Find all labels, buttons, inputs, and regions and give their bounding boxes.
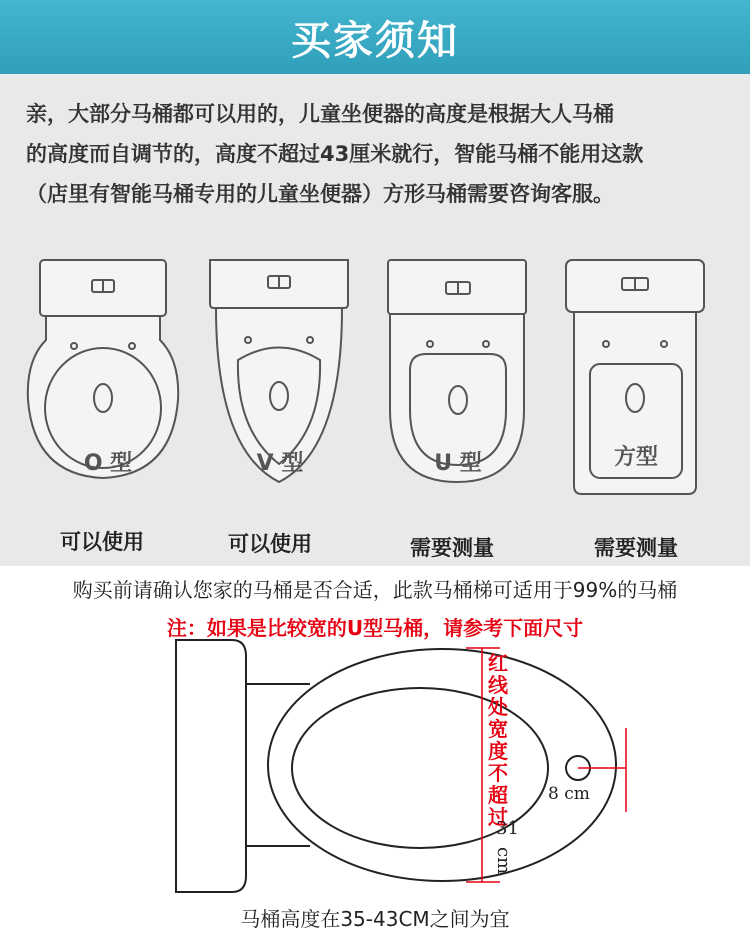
intro-line: 亲，大部分马桶都可以用的，儿童坐便器的高度是根据大人马桶 <box>26 102 614 126</box>
o-type-status: 可以使用 <box>60 530 144 554</box>
width-value: 31 <box>496 818 519 839</box>
compatibility-notice: 购买前请确认您家的马桶是否合适，此款马桶梯可适用于99%的马桶 <box>72 578 678 602</box>
square-type-status: 需要测量 <box>594 536 678 560</box>
toilet-illustrations <box>0 250 750 550</box>
notice-panel <box>0 74 750 566</box>
width-unit: cm <box>493 847 514 875</box>
u-type-status: 需要测量 <box>410 536 494 560</box>
o-type-label: O 型 <box>83 451 133 476</box>
depth-label: 8 cm <box>548 784 590 804</box>
width-limit-label: 红线处宽度不超过 <box>488 651 508 829</box>
intro-line: （店里有智能马桶专用的儿童坐便器）方形马桶需要咨询客服。 <box>26 182 614 206</box>
header-banner <box>0 0 750 74</box>
u-type-label: U 型 <box>434 451 482 476</box>
page-title: 买家须知 <box>291 17 459 64</box>
height-recommendation: 马桶高度在35-43CM之间为宜 <box>240 907 510 931</box>
intro-line: 的高度而自调节的，高度不超过43厘米就行，智能马桶不能用这款 <box>26 142 644 166</box>
intro-text <box>26 94 726 214</box>
v-type-label: V 型 <box>256 451 304 476</box>
seat-dimension-diagram <box>160 632 640 900</box>
v-type-status: 可以使用 <box>228 532 312 556</box>
square-type-label: 方型 <box>613 445 658 470</box>
toilet-types <box>0 250 750 560</box>
tank-outline <box>176 640 246 892</box>
u-type-warning: 注：如果是比较宽的U型马桶，请参考下面尺寸 <box>166 616 584 640</box>
